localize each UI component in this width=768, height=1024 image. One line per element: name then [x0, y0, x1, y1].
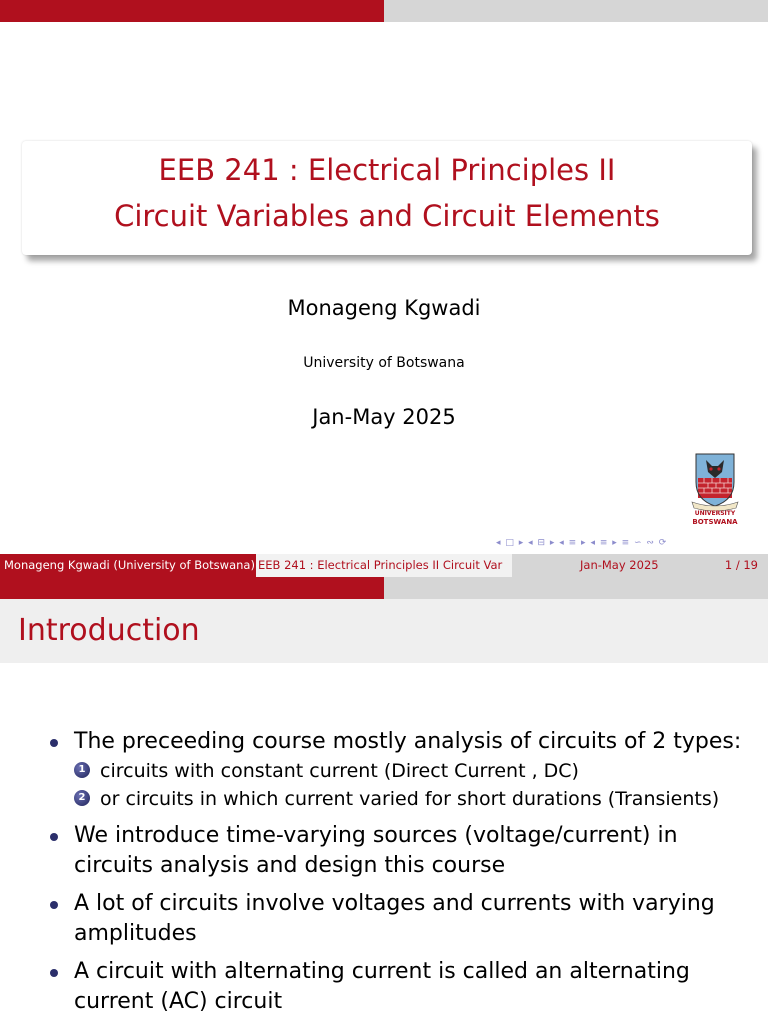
sub-item [74, 785, 750, 813]
footer [0, 554, 768, 577]
bullet-text: The preceeding course mostly analysis of circuits of 2 types: [74, 729, 742, 754]
bullet-text: A circuit with alternating current is called an alternating current (AC) circuit [74, 959, 690, 1014]
sub-item [74, 757, 750, 785]
introduction-slide [0, 577, 768, 1024]
bullet-icon [50, 901, 58, 909]
bullet-icon [50, 739, 58, 747]
institute-name: University of Botswana [303, 355, 465, 371]
bullet-item [50, 821, 750, 881]
sub-list [74, 757, 750, 813]
bullet-item [50, 727, 750, 813]
progress-bar [0, 0, 768, 22]
footer-title: EEB 241 : Electrical Principles II Circuit Var [256, 554, 512, 577]
sub-text: or circuits in which current varied for short durations (Transients) [100, 788, 720, 810]
bullet-item [50, 957, 750, 1017]
title-line-2: Circuit Variables and Circuit Elements [114, 199, 660, 233]
bullet-icon [50, 969, 58, 977]
bullet-list [50, 727, 750, 1024]
footer-author: Monageng Kgwadi (University of Botswana) [0, 554, 256, 577]
presentation-date: Jan-May 2025 [312, 405, 456, 429]
progress-fill-2 [0, 577, 384, 599]
frame-title-bar [0, 599, 768, 663]
author-name: Monageng Kgwadi [287, 296, 481, 320]
sub-text: circuits with constant current (Direct Current , DC) [100, 760, 579, 782]
progress-fill [0, 0, 384, 22]
logo-text-2: BOTSWANA [692, 518, 738, 526]
beamer-navigation[interactable]: ◂ □ ▸ ◂ ⊟ ▸ ◂ ≡ ▸ ◂ ≡ ▸ ≡ ∽ ∾ ⟳ [496, 538, 668, 548]
university-logo [690, 452, 740, 530]
frame-title: Introduction [18, 613, 200, 648]
bullet-icon [50, 833, 58, 841]
progress-bar-2 [0, 577, 768, 599]
number-icon: 1 [74, 762, 90, 778]
number-icon: 2 [74, 790, 90, 806]
bullet-text: We introduce time-varying sources (voltage/current) in circuits analysis and design this course [74, 823, 678, 878]
page-number: 1 / 19 [724, 558, 758, 572]
logo-text-1: UNIVERSITY [694, 510, 736, 517]
bullet-item [50, 889, 750, 949]
footer-date: Jan-May 2025 [580, 558, 659, 572]
title-box [22, 141, 752, 255]
footer-info [512, 554, 768, 577]
title-line-1: EEB 241 : Electrical Principles II [158, 153, 616, 187]
bullet-text: A lot of circuits involve voltages and currents with varying amplitudes [74, 891, 715, 946]
